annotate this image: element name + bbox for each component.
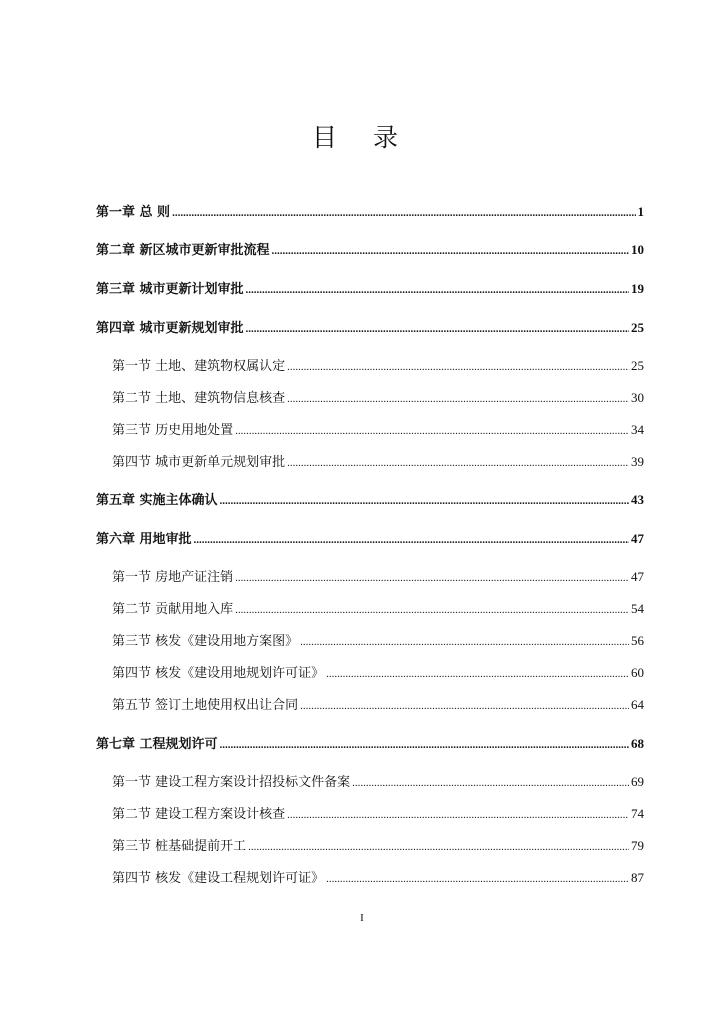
toc-entry-page: 68 <box>631 736 644 751</box>
dot-leader <box>272 245 629 257</box>
toc-entry-page: 60 <box>631 665 644 680</box>
toc-entry-label: 第一节 建设工程方案设计招投标文件备案 <box>112 775 351 790</box>
toc-entry[interactable] <box>96 201 644 219</box>
toc-entry[interactable] <box>112 867 644 885</box>
dot-leader <box>300 636 629 648</box>
toc-entry[interactable] <box>112 662 644 680</box>
toc-entry[interactable] <box>112 451 644 469</box>
toc-entry-page: 47 <box>631 531 644 546</box>
toc-entry[interactable] <box>96 317 644 335</box>
dot-leader <box>287 809 629 821</box>
toc-entry-page: 1 <box>637 204 644 219</box>
toc-entry-label: 第三节 历史用地处置 <box>112 423 234 438</box>
toc-entry-page: 87 <box>631 870 644 885</box>
toc-entry-label: 第五节 签订土地使用权出让合同 <box>112 698 299 713</box>
toc-entry-page: 47 <box>631 569 644 584</box>
toc-entry[interactable] <box>112 771 644 789</box>
toc-entry-label: 第四节 核发《建设工程规划许可证》 <box>112 871 325 886</box>
dot-leader <box>287 393 629 405</box>
toc-entry[interactable] <box>96 528 644 546</box>
toc-entry-label: 第六章 用地审批 <box>96 532 192 547</box>
toc-entry-label: 第二节 土地、建筑物信息核查 <box>112 391 286 406</box>
toc-entry-page: 79 <box>631 838 644 853</box>
dot-leader <box>246 284 629 296</box>
page-number-footer: I <box>360 912 364 924</box>
toc-entry[interactable] <box>112 694 644 712</box>
toc-entry-page: 56 <box>631 633 644 648</box>
toc-entry-page: 25 <box>631 358 644 373</box>
toc-title: 目 录 <box>312 123 412 152</box>
toc-entry-label: 第三节 桩基础提前开工 <box>112 839 247 854</box>
toc-entry-page: 34 <box>631 422 644 437</box>
toc-entry[interactable] <box>96 278 644 296</box>
toc-entry[interactable] <box>112 803 644 821</box>
toc-entry-label: 第四章 城市更新规划审批 <box>96 321 244 336</box>
toc-entry-label: 第四节 核发《建设用地规划许可证》 <box>112 666 325 681</box>
toc-entry-page: 74 <box>631 806 644 821</box>
dot-leader <box>287 361 629 373</box>
toc-entry[interactable] <box>96 239 644 257</box>
toc-entry-label: 第一章 总 则 <box>96 205 171 220</box>
toc-entry-label: 第一节 土地、建筑物权属认定 <box>112 359 286 374</box>
toc-entry[interactable] <box>112 566 644 584</box>
toc-entry[interactable] <box>112 598 644 616</box>
toc-entry[interactable] <box>112 419 644 437</box>
toc-entry-label: 第三节 核发《建设用地方案图》 <box>112 634 299 649</box>
toc-entry-page: 39 <box>631 454 644 469</box>
toc-entry-label: 第四节 城市更新单元规划审批 <box>112 455 286 470</box>
toc-entry[interactable] <box>96 733 644 751</box>
toc-entry[interactable] <box>96 489 644 507</box>
toc-entry-label: 第五章 实施主体确认 <box>96 493 218 508</box>
dot-leader <box>248 841 629 853</box>
toc-entry-page: 30 <box>631 390 644 405</box>
dot-leader <box>235 572 629 584</box>
toc-entry-page: 25 <box>631 320 644 335</box>
dot-leader <box>326 668 629 680</box>
dot-leader <box>235 425 629 437</box>
toc-entry-label: 第二节 贡献用地入库 <box>112 602 234 617</box>
toc-entry-page: 19 <box>631 281 644 296</box>
toc-entry[interactable] <box>112 355 644 373</box>
dot-leader <box>352 777 629 789</box>
dot-leader <box>300 700 629 712</box>
dot-leader <box>235 604 629 616</box>
dot-leader <box>246 323 629 335</box>
toc-entry-page: 54 <box>631 601 644 616</box>
toc-entry-page: 10 <box>631 242 644 257</box>
toc-entry-label: 第七章 工程规划许可 <box>96 737 218 752</box>
toc-entry[interactable] <box>112 387 644 405</box>
dot-leader <box>326 873 629 885</box>
dot-leader <box>220 495 629 507</box>
dot-leader <box>287 457 629 469</box>
toc-entry-label: 第二节 建设工程方案设计核查 <box>112 807 286 822</box>
dot-leader <box>194 534 629 546</box>
toc-entry-label: 第二章 新区城市更新审批流程 <box>96 243 270 258</box>
toc-entry[interactable] <box>112 835 644 853</box>
dot-leader <box>172 207 635 219</box>
toc-entry-page: 43 <box>631 492 644 507</box>
toc-entry[interactable] <box>112 630 644 648</box>
dot-leader <box>220 739 629 751</box>
toc-entry-label: 第三章 城市更新计划审批 <box>96 282 244 297</box>
toc-entry-page: 69 <box>631 774 644 789</box>
toc-entry-page: 64 <box>631 697 644 712</box>
toc-entry-label: 第一节 房地产证注销 <box>112 570 234 585</box>
